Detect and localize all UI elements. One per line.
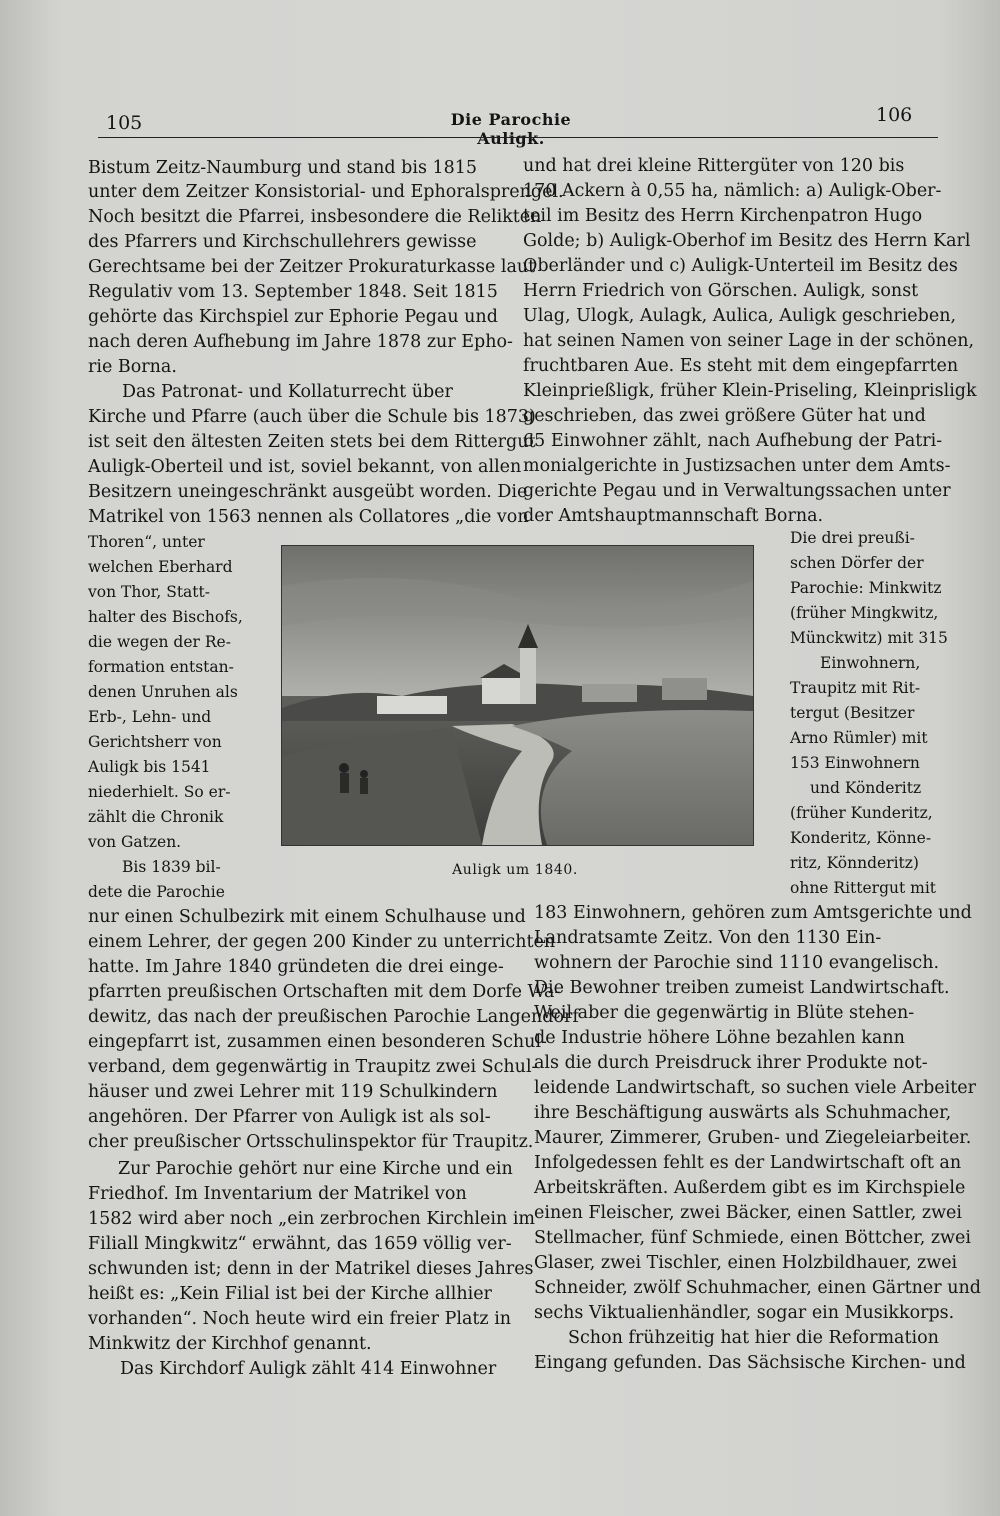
text-line: nach deren Aufhebung im Jahre 1878 zur Epho- bbox=[88, 332, 513, 352]
text-line: geschrieben, das zwei größere Güter hat und bbox=[523, 406, 926, 426]
text-line: pfarrten preußischen Ortschaften mit dem Dorfe Wa- bbox=[88, 982, 561, 1002]
text-line: Regulativ vom 13. September 1848. Seit 1815 bbox=[88, 282, 498, 302]
text-line: Noch besitzt die Pfarrei, insbesondere die Relikten bbox=[88, 207, 542, 227]
text-line: niederhielt. So er- bbox=[88, 783, 231, 801]
text-line: de Industrie höhere Löhne bezahlen kann bbox=[534, 1028, 905, 1048]
church-tower bbox=[520, 646, 536, 704]
page-number-right: 106 bbox=[876, 104, 913, 126]
text-line: eingepfarrt ist, zusammen einen besonderen Schul- bbox=[88, 1032, 547, 1052]
figure-caption: Auligk um 1840. bbox=[452, 862, 578, 878]
text-line: 170 Ackern à 0,55 ha, nämlich: a) Auligk-Ober- bbox=[523, 181, 942, 201]
text-line: häuser und zwei Lehrer mit 119 Schulkindern bbox=[88, 1082, 498, 1102]
text-line: teil im Besitz des Herrn Kirchenpatron Hugo bbox=[523, 206, 923, 226]
text-line: 1582 wird aber noch „ein zerbrochen Kirchlein im bbox=[88, 1209, 536, 1229]
text-line: Erb-, Lehn- und bbox=[88, 708, 212, 726]
landscape-engraving bbox=[282, 546, 753, 845]
text-line: Gerichtsherr von bbox=[88, 733, 222, 751]
text-line: Auligk bis 1541 bbox=[88, 758, 211, 776]
text-line: halter des Bischofs, bbox=[88, 608, 243, 626]
text-line: 153 Einwohnern bbox=[790, 754, 920, 772]
text-line: Das Kirchdorf Auligk zählt 414 Einwohner bbox=[120, 1359, 497, 1379]
text-line: rie Borna. bbox=[88, 357, 177, 377]
text-line: (früher Kunderitz, bbox=[790, 804, 933, 822]
text-line: nur einen Schulbezirk mit einem Schulhause und bbox=[88, 907, 526, 927]
text-line: wohnern der Parochie sind 1110 evangelisch. bbox=[534, 953, 940, 973]
text-line: vorhanden“. Noch heute wird ein freier Platz in bbox=[88, 1309, 512, 1329]
text-line: ohne Rittergut mit bbox=[790, 879, 937, 897]
text-line: Einwohnern, bbox=[820, 654, 921, 672]
text-line: Matrikel von 1563 nennen als Collatores „die von bbox=[88, 507, 529, 527]
farm-building bbox=[582, 684, 637, 702]
page-number-left: 105 bbox=[106, 112, 143, 134]
text-line: Schon frühzeitig hat hier die Reformation bbox=[568, 1328, 939, 1348]
text-line: Landratsamte Zeitz. Von den 1130 Ein- bbox=[534, 928, 882, 948]
text-line: tergut (Besitzer bbox=[790, 704, 915, 722]
text-line: Münckwitz) mit 315 bbox=[790, 629, 948, 647]
text-line: der Amtshauptmannschaft Borna. bbox=[523, 506, 824, 526]
long-building bbox=[377, 696, 447, 714]
text-line: sechs Viktualienhändler, sogar ein Musikkorps. bbox=[534, 1303, 955, 1323]
figure bbox=[360, 770, 368, 778]
text-line: fruchtbaren Aue. Es steht mit dem eingepfarrten bbox=[523, 356, 959, 376]
text-line: Bis 1839 bil- bbox=[122, 858, 221, 876]
text-line: heißt es: „Kein Filial ist bei der Kirche allhier bbox=[88, 1284, 492, 1304]
text-line: schen Dörfer der bbox=[790, 554, 924, 572]
text-line: Schneider, zwölf Schuhmacher, einen Gärtner und bbox=[534, 1278, 981, 1298]
text-line: Oberländer und c) Auligk-Unterteil im Besitz des bbox=[523, 256, 958, 276]
text-line: einen Fleischer, zwei Bäcker, einen Sattler, zwei bbox=[534, 1203, 962, 1223]
text-line: dewitz, das nach der preußischen Parochie Langendorf bbox=[88, 1007, 579, 1027]
text-line: gehörte das Kirchspiel zur Ephorie Pegau und bbox=[88, 307, 498, 327]
text-line: dete die Parochie bbox=[88, 883, 225, 901]
text-line: Parochie: Minkwitz bbox=[790, 579, 942, 597]
text-line: als die durch Preisdruck ihrer Produkte not- bbox=[534, 1053, 928, 1073]
figure bbox=[360, 778, 368, 794]
text-line: Thoren“, unter bbox=[88, 533, 205, 551]
text-line: Gerechtsame bei der Zeitzer Prokuraturkasse laut bbox=[88, 257, 536, 277]
text-line: (früher Mingkwitz, bbox=[790, 604, 939, 622]
text-line: Bistum Zeitz-Naumburg und stand bis 1815 bbox=[88, 158, 478, 178]
text-line: angehören. Der Pfarrer von Auligk ist als sol- bbox=[88, 1107, 491, 1127]
text-line: ritz, Könnderitz) bbox=[790, 854, 919, 872]
text-line: Traupitz mit Rit- bbox=[790, 679, 921, 697]
text-line: Weil aber die gegenwärtig in Blüte stehen- bbox=[534, 1003, 915, 1023]
text-line: Kleinprießligk, früher Klein-Priseling, Kleinprisligk bbox=[523, 381, 977, 401]
text-line: Minkwitz der Kirchhof genannt. bbox=[88, 1334, 372, 1354]
text-line: Arno Rümler) mit bbox=[790, 729, 928, 747]
text-line: von Gatzen. bbox=[88, 833, 182, 851]
text-line: denen Unruhen als bbox=[88, 683, 238, 701]
text-line: Infolgedessen fehlt es der Landwirtschaft oft an bbox=[534, 1153, 962, 1173]
text-line: Maurer, Zimmerer, Gruben- und Ziegeleiarbeiter. bbox=[534, 1128, 972, 1148]
text-line: Stellmacher, fünf Schmiede, einen Böttcher, zwei bbox=[534, 1228, 971, 1248]
text-line: die wegen der Re- bbox=[88, 633, 231, 651]
text-line: Ulag, Ulogk, Aulagk, Aulica, Auligk geschrieben, bbox=[523, 306, 957, 326]
text-line: monialgerichte in Justizsachen unter dem Amts- bbox=[523, 456, 951, 476]
text-line: und Könderitz bbox=[810, 779, 922, 797]
text-line: hat seinen Namen von seiner Lage in der schönen, bbox=[523, 331, 975, 351]
text-line: verband, dem gegenwärtig in Traupitz zwei Schul- bbox=[88, 1057, 538, 1077]
text-line: Arbeitskräften. Außerdem gibt es im Kirchspiele bbox=[534, 1178, 966, 1198]
text-line: des Pfarrers und Kirchschullehrers gewisse bbox=[88, 232, 477, 252]
text-line: von Thor, Statt- bbox=[88, 583, 210, 601]
text-line: Besitzern uneingeschränkt ausgeübt worden. Die bbox=[88, 482, 528, 502]
running-title: Die Parochie Auligk. bbox=[450, 110, 572, 148]
text-line: gerichte Pegau und in Verwaltungssachen unter bbox=[523, 481, 951, 501]
text-line: 183 Einwohnern, gehören zum Amtsgerichte und bbox=[534, 903, 972, 923]
text-line: Glaser, zwei Tischler, einen Holzbildhauer, zwei bbox=[534, 1253, 958, 1273]
village-illustration bbox=[281, 545, 754, 846]
text-line: einem Lehrer, der gegen 200 Kinder zu unterrichten bbox=[88, 932, 556, 952]
text-line: Herrn Friedrich von Görschen. Auligk, sonst bbox=[523, 281, 919, 301]
text-line: Kirche und Pfarre (auch über die Schule bis 1873) bbox=[88, 407, 536, 427]
text-line: Friedhof. Im Inventarium der Matrikel von bbox=[88, 1184, 467, 1204]
text-line: schwunden ist; denn in der Matrikel dieses Jahres bbox=[88, 1259, 534, 1279]
text-line: ihre Beschäftigung auswärts als Schuhmacher, bbox=[534, 1103, 952, 1123]
text-line: leidende Landwirtschaft, so suchen viele Arbeiter bbox=[534, 1078, 976, 1098]
text-line: Die drei preußi- bbox=[790, 529, 915, 547]
text-line: Filiall Mingkwitz“ erwähnt, das 1659 völlig ver- bbox=[88, 1234, 512, 1254]
text-line: und hat drei kleine Rittergüter von 120 bis bbox=[523, 156, 905, 176]
farm-building bbox=[662, 678, 707, 700]
text-line: zählt die Chronik bbox=[88, 808, 224, 826]
text-line: cher preußischer Ortsschulinspektor für Traupitz. bbox=[88, 1132, 534, 1152]
text-line: hatte. Im Jahre 1840 gründeten die drei einge- bbox=[88, 957, 504, 977]
text-line: Auligk-Oberteil und ist, soviel bekannt, von allen bbox=[88, 457, 522, 477]
text-line: unter dem Zeitzer Konsistorial- und Ephoralsprengel. bbox=[88, 182, 564, 202]
text-line: formation entstan- bbox=[88, 658, 234, 676]
header-rule bbox=[98, 137, 938, 138]
text-line: Das Patronat- und Kollaturrecht über bbox=[122, 382, 453, 402]
figure bbox=[340, 773, 349, 793]
text-line: Die Bewohner treiben zumeist Landwirtschaft. bbox=[534, 978, 950, 998]
text-line: Zur Parochie gehört nur eine Kirche und ein bbox=[118, 1159, 513, 1179]
text-line: welchen Eberhard bbox=[88, 558, 233, 576]
text-line: 65 Einwohner zählt, nach Aufhebung der Patri- bbox=[523, 431, 943, 451]
text-line: Eingang gefunden. Das Sächsische Kirchen- und bbox=[534, 1353, 966, 1373]
text-line: Konderitz, Könne- bbox=[790, 829, 932, 847]
text-line: Golde; b) Auligk-Oberhof im Besitz des Herrn Karl bbox=[523, 231, 971, 251]
figure bbox=[339, 763, 349, 773]
text-line: ist seit den ältesten Zeiten stets bei dem Rittergut bbox=[88, 432, 536, 452]
